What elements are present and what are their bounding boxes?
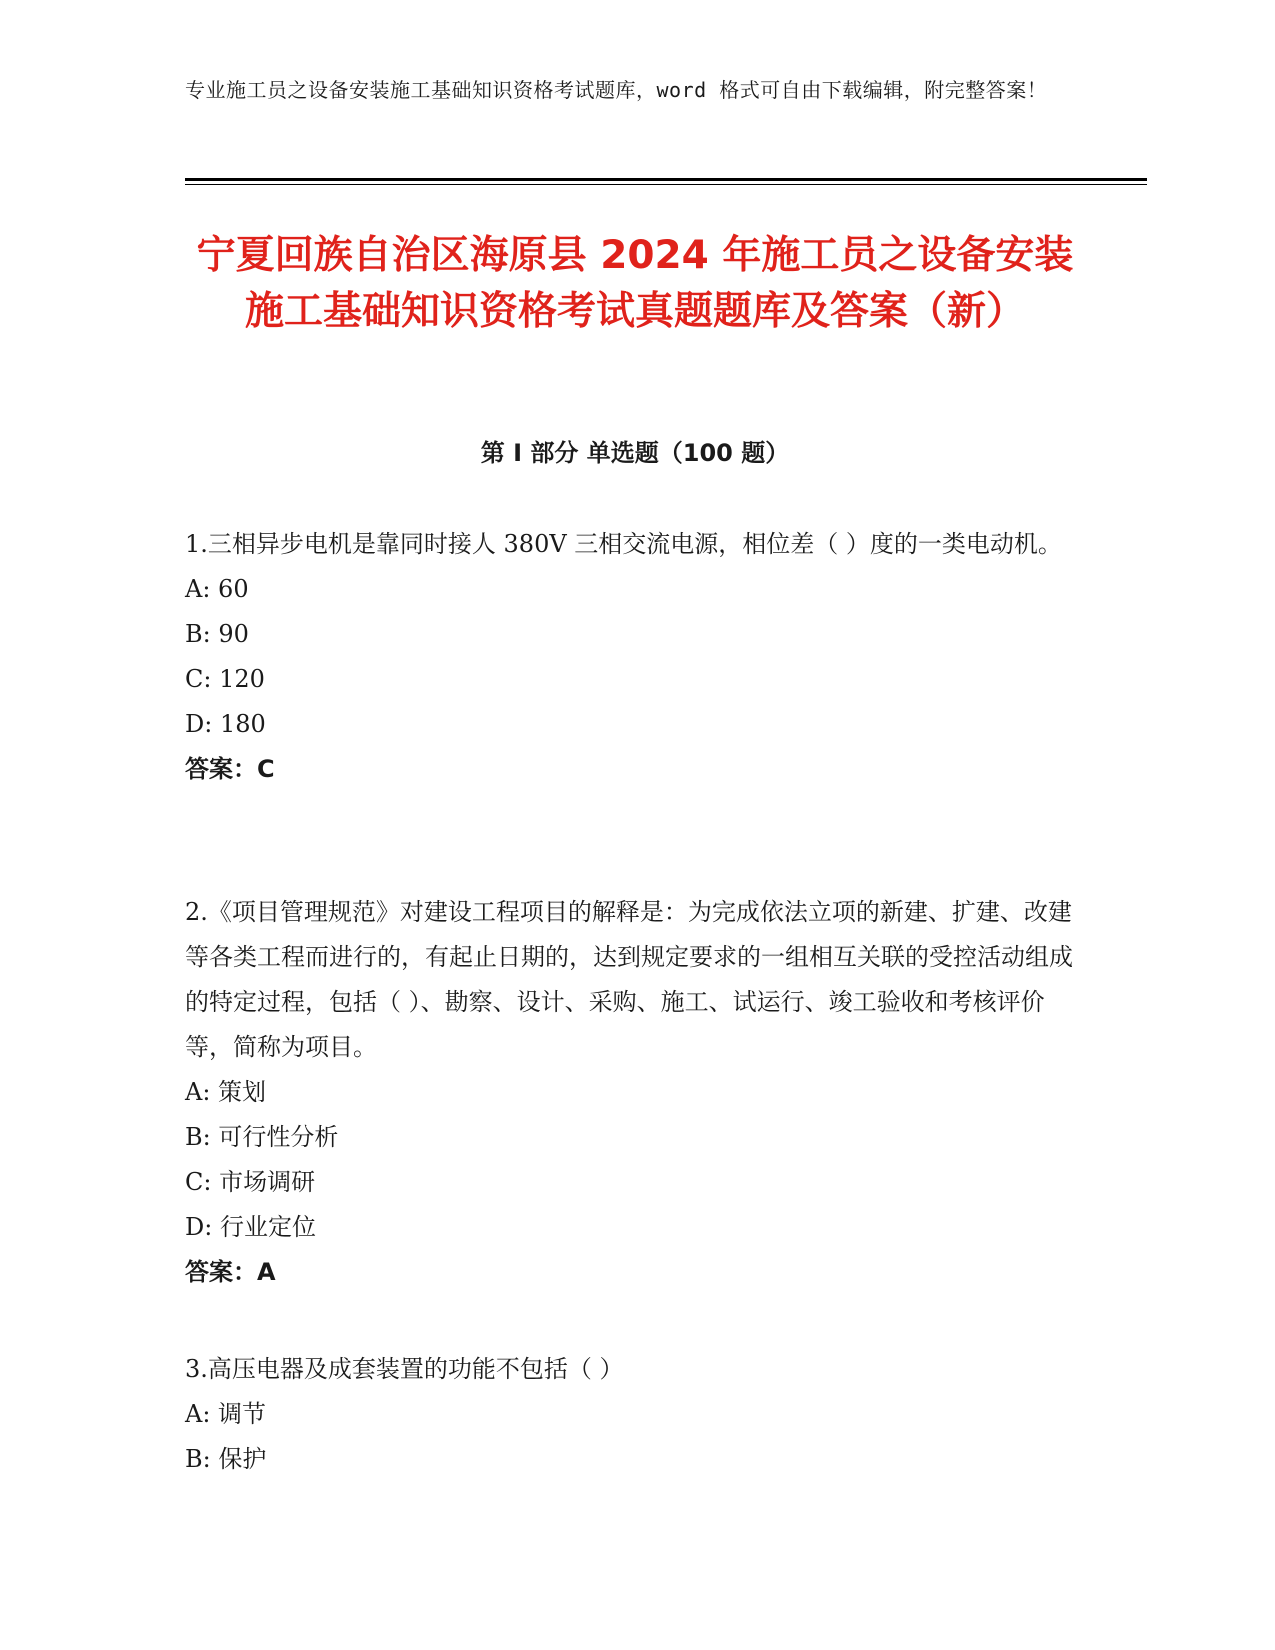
option-d: D: 行业定位: [185, 1213, 316, 1241]
question-2: [185, 890, 1085, 1295]
question-stem: 1.三相异步电机是靠同时接人 380V 三相交流电源，相位差（ ）度的一类电动机。: [185, 530, 1062, 558]
question-stem: 2.《项目管理规范》对建设工程项目的解释是：为完成依法立项的新建、扩建、改建等各类工程而进行的，有起止日期的，达到规定要求的一组相互关联的受控活动组成的特定过程，包括（ ）、勘察、设计、采购、施工、试运行、竣工验收和考核评价等，简称为项目。: [185, 898, 1073, 1061]
answer: 答案：A: [185, 1258, 276, 1286]
header-note: 专业施工员之设备安装施工基础知识资格考试题库，word 格式可自由下载编辑，附完整答案！: [185, 78, 1048, 102]
option-b: B: 保护: [185, 1445, 267, 1473]
option-c: C: 市场调研: [185, 1168, 316, 1196]
answer: 答案：C: [185, 755, 275, 783]
header-rule-thick: [185, 178, 1147, 181]
option-a: A: 策划: [185, 1078, 267, 1106]
question-stem: 3.高压电器及成套装置的功能不包括（ ）: [185, 1355, 624, 1383]
option-b: B: 可行性分析: [185, 1123, 339, 1151]
document-title: 宁夏回族自治区海原县 2024 年施工员之设备安装施工基础知识资格考试真题题库及答案（新）: [196, 233, 1074, 334]
option-a: A: 60: [185, 575, 249, 603]
option-a: A: 调节: [185, 1400, 267, 1428]
option-c: C: 120: [185, 665, 265, 693]
question-3: [185, 1347, 1085, 1482]
option-b: B: 90: [185, 620, 249, 648]
section-title: 第 I 部分 单选题（100 题）: [480, 439, 790, 467]
option-d: D: 180: [185, 710, 266, 738]
question-1: [185, 522, 1085, 792]
header-rule-thin: [185, 184, 1147, 185]
